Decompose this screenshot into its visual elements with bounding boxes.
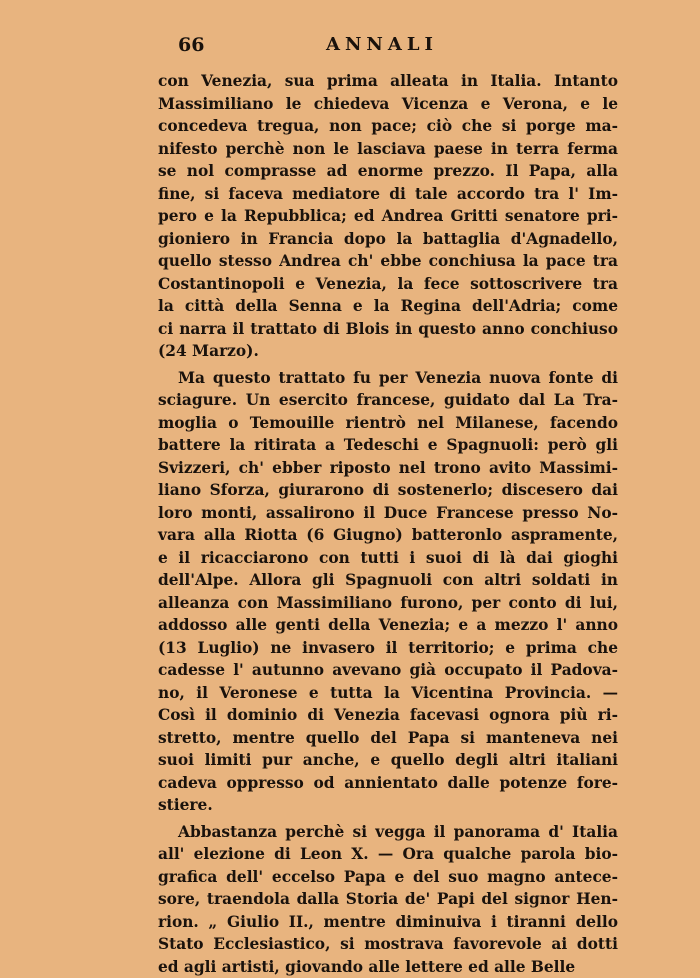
paragraph [158, 367, 618, 817]
text-line: Svizzeri, ch' ebber riposto nel trono avito Massimi- [158, 457, 618, 480]
text-line: Ma questo trattato fu per Venezia nuova fonte di [158, 367, 618, 390]
text-line: quello stesso Andrea ch' ebbe conchiusa la pace tra [158, 250, 618, 273]
text-line: nifesto perchè non le lasciava paese in terra ferma [158, 138, 618, 161]
text-line: Stato Ecclesiastico, si mostrava favorevole ai dotti [158, 933, 618, 956]
body-text [158, 70, 618, 978]
text-line: e il ricacciarono con tutti i suoi di là dai gioghi [158, 547, 618, 570]
text-line: Costantinopoli e Venezia, la fece sottoscrivere tra [158, 273, 618, 296]
text-line: vara alla Riotta (6 Giugno) batteronlo aspramente, [158, 524, 618, 547]
text-line: all' elezione di Leon X. — Ora qualche parola bio- [158, 843, 618, 866]
text-line: grafica dell' eccelso Papa e del suo magno antece- [158, 866, 618, 889]
running-title: ANNALI [326, 34, 438, 56]
text-line: sore, traendola dalla Storia de' Papi del signor Hen- [158, 888, 618, 911]
text-line: liano Sforza, giurarono di sostenerlo; discesero dai [158, 479, 618, 502]
text-line: pero e la Repubblica; ed Andrea Gritti senatore pri- [158, 205, 618, 228]
page-header [158, 34, 618, 60]
text-line: alleanza con Massimiliano furono, per conto di lui, [158, 592, 618, 615]
text-line: Abbastanza perchè si vegga il panorama d' Italia [158, 821, 618, 844]
book-page [158, 34, 618, 978]
text-line: Massimiliano le chiedeva Vicenza e Verona, e le [158, 93, 618, 116]
text-line: ed agli artisti, giovando alle lettere ed alle Belle [158, 956, 618, 978]
text-line: stretto, mentre quello del Papa si manteneva nei [158, 727, 618, 750]
text-line: concedeva tregua, non pace; ciò che si porge ma- [158, 115, 618, 138]
text-line: (13 Luglio) ne invasero il territorio; e prima che [158, 637, 618, 660]
text-line: addosso alle genti della Venezia; e a mezzo l' anno [158, 614, 618, 637]
text-line: ci narra il trattato di Blois in questo anno conchiuso [158, 318, 618, 341]
text-line: suoi limiti pur anche, e quello degli altri italiani [158, 749, 618, 772]
text-line: dell'Alpe. Allora gli Spagnuoli con altri soldati in [158, 569, 618, 592]
text-line: con Venezia, sua prima alleata in Italia. Intanto [158, 70, 618, 93]
paragraph [158, 70, 618, 363]
text-line: gioniero in Francia dopo la battaglia d'Agnadello, [158, 228, 618, 251]
text-line: cadeva oppresso od annientato dalle potenze fore- [158, 772, 618, 795]
text-line: (24 Marzo). [158, 340, 618, 363]
text-line: stiere. [158, 794, 618, 817]
text-line: moglia o Temouille rientrò nel Milanese, facendo [158, 412, 618, 435]
text-line: cadesse l' autunno avevano già occupato il Padova- [158, 659, 618, 682]
page-number: 66 [178, 34, 204, 56]
text-line: Così il dominio di Venezia facevasi ognora più ri- [158, 704, 618, 727]
paragraph [158, 821, 618, 978]
text-line: fine, si faceva mediatore di tale accordo tra l' Im- [158, 183, 618, 206]
text-line: loro monti, assalirono il Duce Francese presso No- [158, 502, 618, 525]
text-line: la città della Senna e la Regina dell'Adria; come [158, 295, 618, 318]
text-line: se nol comprasse ad enorme prezzo. Il Papa, alla [158, 160, 618, 183]
text-line: sciagure. Un esercito francese, guidato dal La Tra- [158, 389, 618, 412]
text-line: battere la ritirata a Tedeschi e Spagnuoli: però gli [158, 434, 618, 457]
text-line: no, il Veronese e tutta la Vicentina Provincia. — [158, 682, 618, 705]
text-line: rion. „ Giulio II., mentre diminuiva i tiranni dello [158, 911, 618, 934]
